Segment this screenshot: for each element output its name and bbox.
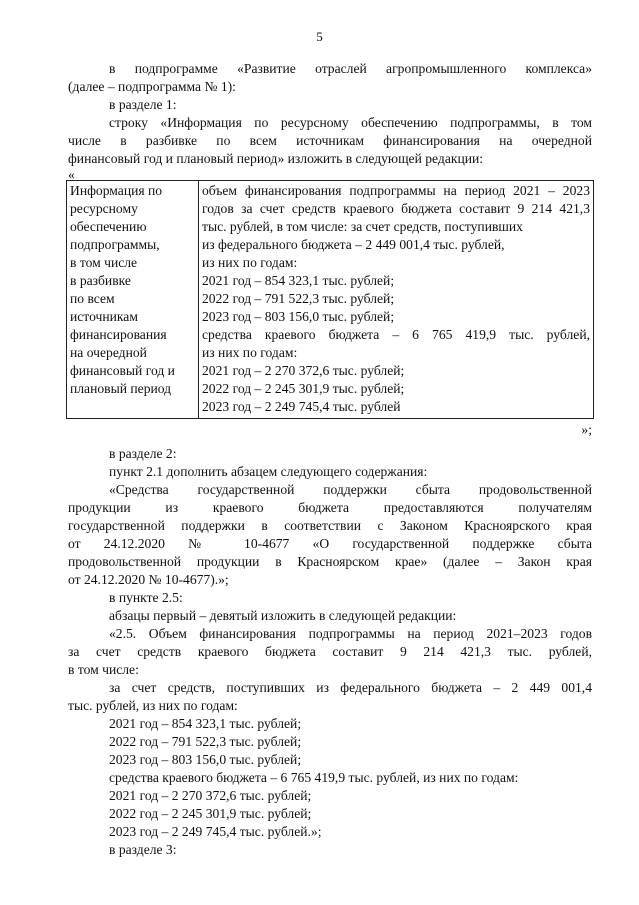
left-cell-line: подпрограммы,: [70, 237, 160, 252]
left-cell-line: финансовый год и: [70, 363, 175, 378]
intro-line: в подпрограмме «Развитие отраслей агропромышленного комплекса»: [109, 61, 592, 76]
year-line: 2021 год – 854 323,1 тыс. рублей;: [109, 716, 302, 731]
right-cell-line: 2023 год – 803 156,0 тыс. рублей;: [202, 309, 395, 324]
section-heading: в разделе 2:: [109, 446, 177, 461]
quote-open: «: [68, 167, 75, 182]
intro-line: финансовый год и плановый период» изложить в следующей редакции:: [68, 151, 484, 166]
right-cell-line: средства краевого бюджета – 6 765 419,9 тыс. рублей,: [202, 327, 590, 342]
right-cell-line: объем финансирования подпрограммы на период 2021 – 2023: [202, 183, 590, 198]
paragraph-line: за счет средств краевого бюджета составит 9 214 421,3 тыс. рублей,: [68, 644, 592, 659]
paragraph-line: тыс. рублей, из них по годам:: [68, 698, 238, 713]
year-line: 2023 год – 803 156,0 тыс. рублей;: [109, 752, 302, 767]
right-cell-line: 2022 год – 2 245 301,9 тыс. рублей;: [202, 381, 405, 396]
intro-line: (далее – подпрограмма № 1):: [68, 79, 236, 94]
paragraph-line: продовольственной продукции в Красноярском крае» (далее – Закон края: [68, 554, 592, 569]
year-line: 2022 год – 2 245 301,9 тыс. рублей;: [109, 806, 312, 821]
left-cell-line: плановый период: [70, 381, 172, 396]
left-cell-line: финансирования: [70, 327, 167, 342]
left-cell-line: обеспечению: [70, 219, 147, 234]
resource-info-table: [66, 180, 594, 419]
paragraph-line: абзацы первый – девятый изложить в следующей редакции:: [109, 608, 457, 623]
right-cell-line: 2022 год – 791 522,3 тыс. рублей;: [202, 291, 395, 306]
right-cell-line: 2021 год – 854 323,1 тыс. рублей;: [202, 273, 395, 288]
left-cell-line: в разбивке: [70, 273, 131, 288]
section-heading: в разделе 3:: [109, 842, 177, 857]
right-cell-line: из них по годам:: [202, 345, 298, 360]
table-right-cell: [199, 181, 594, 419]
section-heading: в пункте 2.5:: [109, 590, 183, 605]
document-body: [68, 60, 592, 859]
paragraph-line: в том числе:: [68, 662, 139, 677]
paragraph-line: пункт 2.1 дополнить абзацем следующего содержания:: [109, 464, 428, 479]
year-line: 2021 год – 2 270 372,6 тыс. рублей;: [109, 788, 312, 803]
right-cell-line: 2021 год – 2 270 372,6 тыс. рублей;: [202, 363, 405, 378]
left-cell-line: в том числе: [70, 255, 138, 270]
page-number: 5: [316, 29, 323, 44]
paragraph-line: средства краевого бюджета – 6 765 419,9 тыс. рублей, из них по годам:: [109, 770, 519, 785]
section-heading: в разделе 1:: [109, 97, 177, 112]
table-left-cell: [67, 181, 199, 419]
right-cell-line: 2023 год – 2 249 745,4 тыс. рублей: [202, 399, 401, 414]
paragraph-line: от 24.12.2020 № 10-4677 «О государственной поддержке сбыта: [68, 536, 592, 551]
intro-line: числе в разбивке по всем источникам финансирования на очередной: [68, 133, 592, 148]
left-cell-line: по всем: [70, 291, 115, 306]
paragraph-line: продукции из краевого бюджета предоставляются получателям: [68, 500, 592, 515]
paragraph-line: «Средства государственной поддержки сбыта продовольственной: [109, 482, 592, 497]
paragraph-line: за счет средств, поступивших из федерального бюджета – 2 449 001,4: [109, 680, 592, 695]
quote-close: »;: [581, 422, 592, 437]
right-cell-line: из федерального бюджета – 2 449 001,4 тыс. рублей,: [202, 237, 505, 252]
paragraph-line: «2.5. Объем финансирования подпрограммы на период 2021–2023 годов: [109, 626, 592, 641]
right-cell-line: из них по годам:: [202, 255, 298, 270]
year-line: 2023 год – 2 249 745,4 тыс. рублей.»;: [109, 824, 322, 839]
left-cell-line: источникам: [70, 309, 138, 324]
year-line: 2022 год – 791 522,3 тыс. рублей;: [109, 734, 302, 749]
right-cell-line: годов за счет средств краевого бюджета составит 9 214 421,3: [202, 201, 590, 216]
left-cell-line: ресурсному: [70, 201, 138, 216]
left-cell-line: Информация по: [70, 183, 163, 198]
paragraph-line: от 24.12.2020 № 10-4677).»;: [68, 572, 229, 587]
left-cell-line: на очередной: [70, 345, 147, 360]
intro-line: строку «Информация по ресурсному обеспечению подпрограммы, в том: [109, 115, 592, 130]
paragraph-line: государственной поддержки в соответствии с Законом Красноярского края: [68, 518, 592, 533]
right-cell-line: тыс. рублей, в том числе: за счет средств, поступивших: [202, 219, 523, 234]
